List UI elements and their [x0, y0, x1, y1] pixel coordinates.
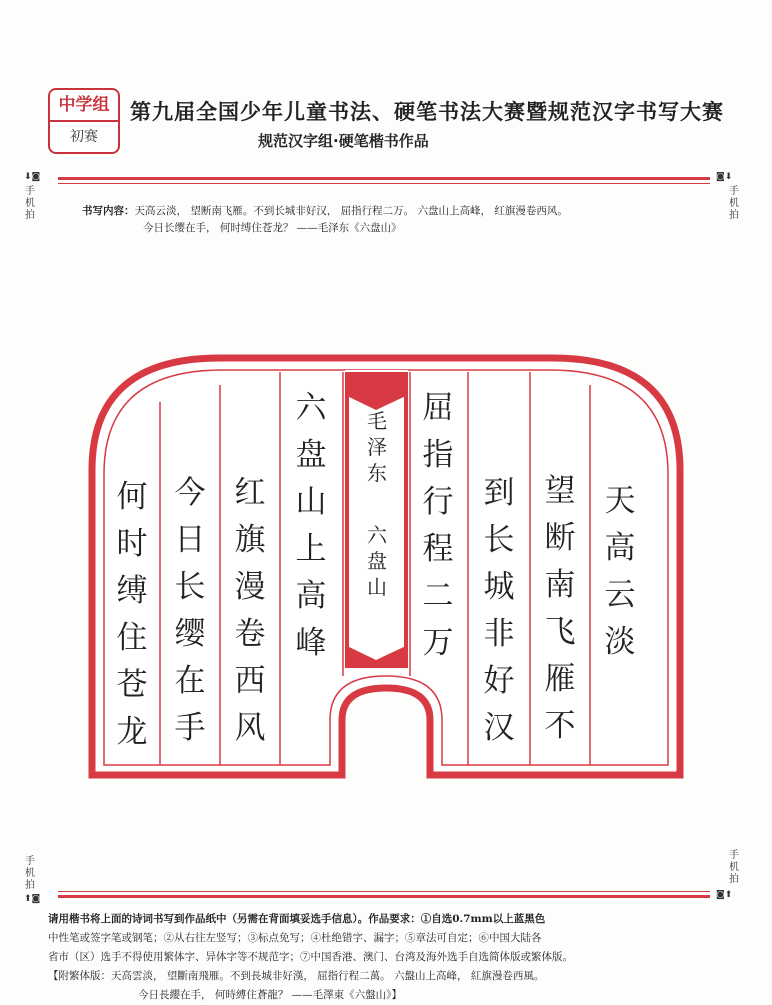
poem-char: 程 [422, 531, 454, 567]
camera-upload-icon: ◙⬆ [716, 890, 733, 900]
phone-capture-label: 手机拍 [729, 850, 739, 885]
phone-capture-label: 手机拍 [25, 186, 35, 221]
traditional-version-line: 【附繁体版：天高雲淡， 望斷南飛雁。不到長城非好漢， 屈指行程二萬。 六盤山上高峰， 紅旗漫卷西風。 [48, 970, 545, 982]
instructions [48, 910, 738, 1005]
poem-char: 缚 [116, 573, 148, 609]
poem-column-2 [540, 468, 580, 750]
poem-char: 万 [422, 625, 454, 661]
signature-char: 泽 [367, 435, 387, 459]
poem-char: 好 [483, 663, 515, 699]
poem-char: 汉 [483, 710, 515, 746]
phone-capture-label: 手机拍 [25, 856, 35, 891]
poem-char: 龙 [116, 714, 148, 750]
poem-char: 不 [544, 708, 576, 744]
signature-char: 毛 [367, 409, 387, 433]
poem-char: 在 [174, 663, 206, 699]
poem-column-7 [170, 470, 210, 752]
poem-char: 南 [544, 567, 576, 603]
poem-char: 高 [295, 578, 327, 614]
poem-char: 屈 [422, 390, 454, 426]
bottom-divider-thin [58, 891, 710, 892]
poem-char: 漫 [234, 569, 266, 605]
poem-char: 峰 [295, 625, 327, 661]
poem-column-5 [291, 385, 331, 667]
poem-char: 何 [116, 479, 148, 515]
poem-char: 西 [234, 663, 266, 699]
poem-char: 雁 [544, 661, 576, 697]
poem-char: 天 [604, 483, 636, 519]
poem-column-8 [112, 474, 152, 756]
poem-char: 缨 [174, 616, 206, 652]
poem-char: 日 [174, 522, 206, 558]
poem-char: 今 [174, 475, 206, 511]
signature-author [362, 408, 392, 486]
signature-char: 东 [367, 461, 387, 485]
instructions-line: 省市（区）选手不得使用繁体字、异体字等不规范字；⑦中国香港、澳门、台湾及海外选手自选简体版或繁体版。 [48, 951, 573, 963]
camera-upload-icon: ⬆◙ [24, 894, 41, 904]
signature-char: 盘 [367, 549, 387, 573]
poem-char: 指 [422, 437, 454, 473]
badge-round: 初赛 [70, 129, 98, 145]
poem-char: 高 [604, 530, 636, 566]
poem-char: 云 [604, 577, 636, 613]
page-subtitle: 规范汉字组·硬笔楷书作品 [258, 132, 429, 150]
poem-char: 红 [234, 475, 266, 511]
poem-char: 到 [483, 475, 515, 511]
poem-char: 手 [174, 710, 206, 746]
poem-char: 望 [544, 473, 576, 509]
poem-char: 飞 [544, 614, 576, 650]
poem-char: 旗 [234, 522, 266, 558]
poem-char: 长 [174, 569, 206, 605]
poem-char: 苍 [116, 667, 148, 703]
poem-char: 时 [116, 526, 148, 562]
signature-char: 六 [367, 523, 387, 547]
camera-download-icon: ◙⬇ [716, 172, 733, 182]
instructions-line: 中性笔或签字笔或钢笔；②从右往左竖写；③标点免写；④杜绝错字、漏字；⑤章法可自定；⑥中国大陆各 [48, 932, 542, 944]
instructions-line: 请用楷书将上面的诗词书写到作品纸中（另需在背面填妥选手信息）。作品要求：①自选0.7mm以上蓝黑色 [48, 913, 546, 925]
signature-char: 山 [367, 575, 387, 599]
poem-char: 城 [483, 569, 515, 605]
page-title: 第九届全国少年儿童书法、硬笔书法大赛暨规范汉字书写大赛 [130, 99, 724, 124]
bottom-divider-thick [58, 895, 710, 898]
badge-group: 中学组 [50, 90, 118, 122]
poem-char: 淡 [604, 624, 636, 660]
phone-capture-label: 手机拍 [729, 186, 739, 221]
poem-column-3 [479, 470, 519, 752]
writing-content-label: 书写内容： [82, 205, 135, 217]
poem-char: 二 [422, 578, 454, 614]
poem-char: 风 [234, 710, 266, 746]
signature-title [362, 522, 392, 600]
writing-content-text: 天高云淡， 望断南飞雁。不到长城非好汉， 屈指行程二万。 六盘山上高峰， 红旗漫卷西风。 [134, 205, 568, 217]
poem-char: 六 [295, 390, 327, 426]
poem-column-1 [600, 478, 640, 666]
camera-download-icon: ⬇◙ [24, 172, 41, 182]
poem-char: 住 [116, 620, 148, 656]
traditional-version-line: 今日長纓在手， 何時縛住蒼龍？ ——毛澤東《六盤山》】 [138, 989, 402, 1001]
writing-content-line2: 今日长缨在手， 何时缚住苍龙？ ——毛泽东《六盘山》 [143, 222, 402, 234]
poem-char: 行 [422, 484, 454, 520]
poem-char: 长 [483, 522, 515, 558]
poem-char: 卷 [234, 616, 266, 652]
poem-char: 非 [483, 616, 515, 652]
poem-column-4 [418, 385, 458, 667]
poem-char: 盘 [295, 437, 327, 473]
poem-char: 上 [295, 531, 327, 567]
poem-char: 断 [544, 520, 576, 556]
poem-char: 山 [295, 484, 327, 520]
poem-column-6 [230, 470, 270, 752]
